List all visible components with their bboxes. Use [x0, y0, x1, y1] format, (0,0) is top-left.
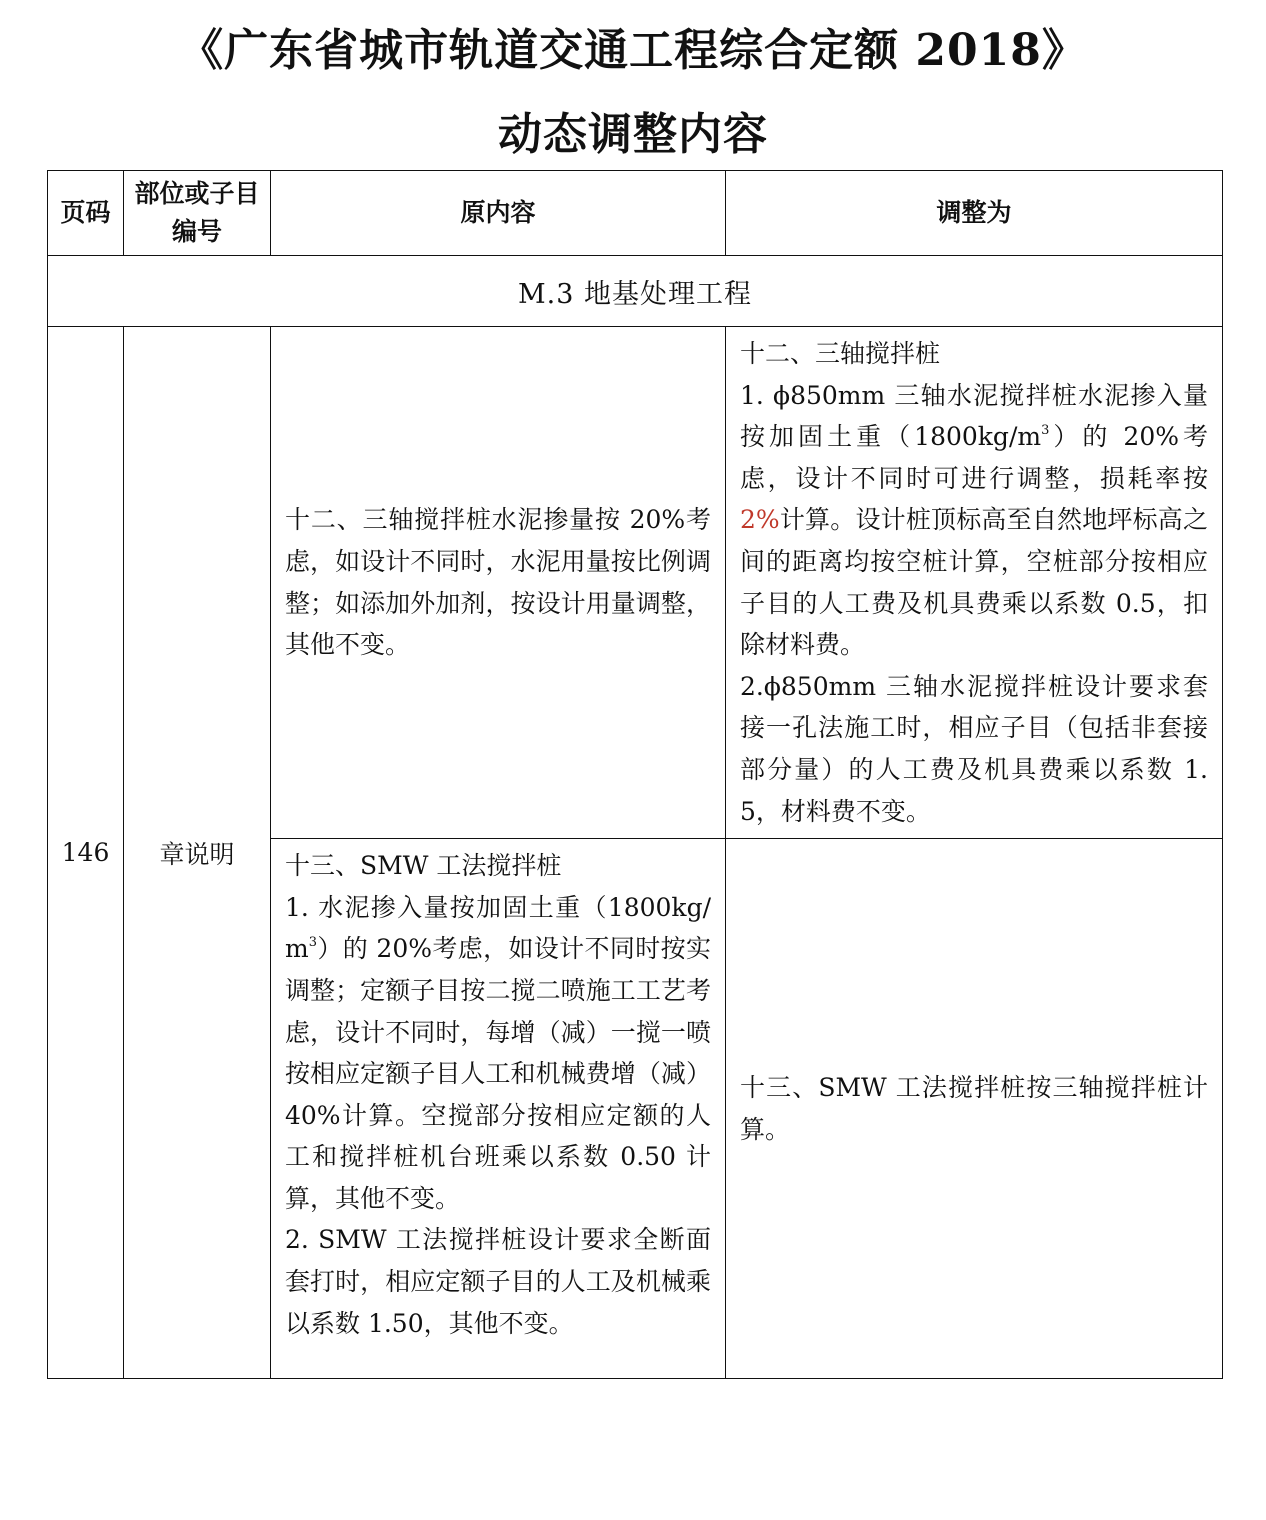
original-content-13: [271, 839, 726, 1379]
header-adjusted: 调整为: [726, 171, 1223, 256]
document-subtitle: 动态调整内容: [498, 109, 768, 160]
adjusted-text-13: 十三、SMW 工法搅拌桩按三轴搅拌桩计算。: [740, 1073, 1208, 1144]
adjusted-heading-12: 十二、三轴搅拌桩: [740, 339, 941, 368]
document-title: 《广东省城市轨道交通工程综合定额 2018》: [179, 25, 1087, 76]
text-fragment: ）的 20%考虑，如设计不同时按实调整；定额子目按二搅二喷施工工艺考虑，设计不同时，每增（减）一搅一喷按相应定额子目人工和机械费增（减）40%计算。空搅部分按相应定额的人工和搅拌桩机台班乘以系数 0.50 计算，其他不变。: [285, 934, 711, 1213]
original-content-12: [271, 327, 726, 839]
header-original: 原内容: [271, 171, 726, 256]
part-code: 章说明: [124, 327, 271, 1379]
header-page: 页码: [48, 171, 124, 256]
text-fragment: 计算。设计桩顶标高至自然地坪标高之间的距离均按空桩计算，空桩部分按相应子目的人工费及机具费乘以系数 0.5，扣除材料费。: [740, 505, 1208, 660]
original-paragraph-13-2: 2. SMW 工法搅拌桩设计要求全断面套打时，相应定额子目的人工及机械乘以系数 1.50，其他不变。: [285, 1225, 711, 1338]
original-text-12: 十二、三轴搅拌桩水泥掺量按 20%考虑，如设计不同时，水泥用量按比例调整；如添加外加剂，按设计用量调整，其他不变。: [285, 505, 711, 660]
text-fragment: 1. 水泥掺入量按加固土重（1800kg/m: [285, 892, 711, 964]
header-row: [48, 171, 1223, 256]
superscript: 3: [1041, 422, 1050, 438]
section-title: M.3 地基处理工程: [48, 256, 1223, 327]
section-row: [48, 256, 1223, 327]
original-paragraph-13-1: [285, 887, 711, 1220]
highlighted-rate: 2%: [740, 505, 780, 535]
superscript: 3: [308, 934, 317, 950]
header-part: 部位或子目编号: [124, 171, 271, 256]
adjusted-paragraph-12-1: [740, 375, 1208, 666]
adjusted-paragraph-12-2: 2.ϕ850mm 三轴水泥搅拌桩设计要求套接一孔法施工时，相应子目（包括非套接部分量）的人工费及机具费乘以系数 1.5，材料费不变。: [740, 671, 1208, 826]
text-fragment: 1. ϕ850mm 三轴水泥搅拌桩水泥掺入量按加固土重（1800kg/m: [740, 380, 1208, 452]
adjusted-content-13: [726, 839, 1223, 1379]
original-heading-13: 十三、SMW 工法搅拌桩: [285, 851, 562, 881]
page-number: 146: [48, 327, 124, 1379]
adjustment-table: [47, 170, 1223, 1379]
table-row: [48, 327, 1223, 839]
adjusted-content-12: [726, 327, 1223, 839]
text-fragment: ）的 20%考虑，设计不同时可进行调整，损耗率按: [740, 422, 1209, 493]
